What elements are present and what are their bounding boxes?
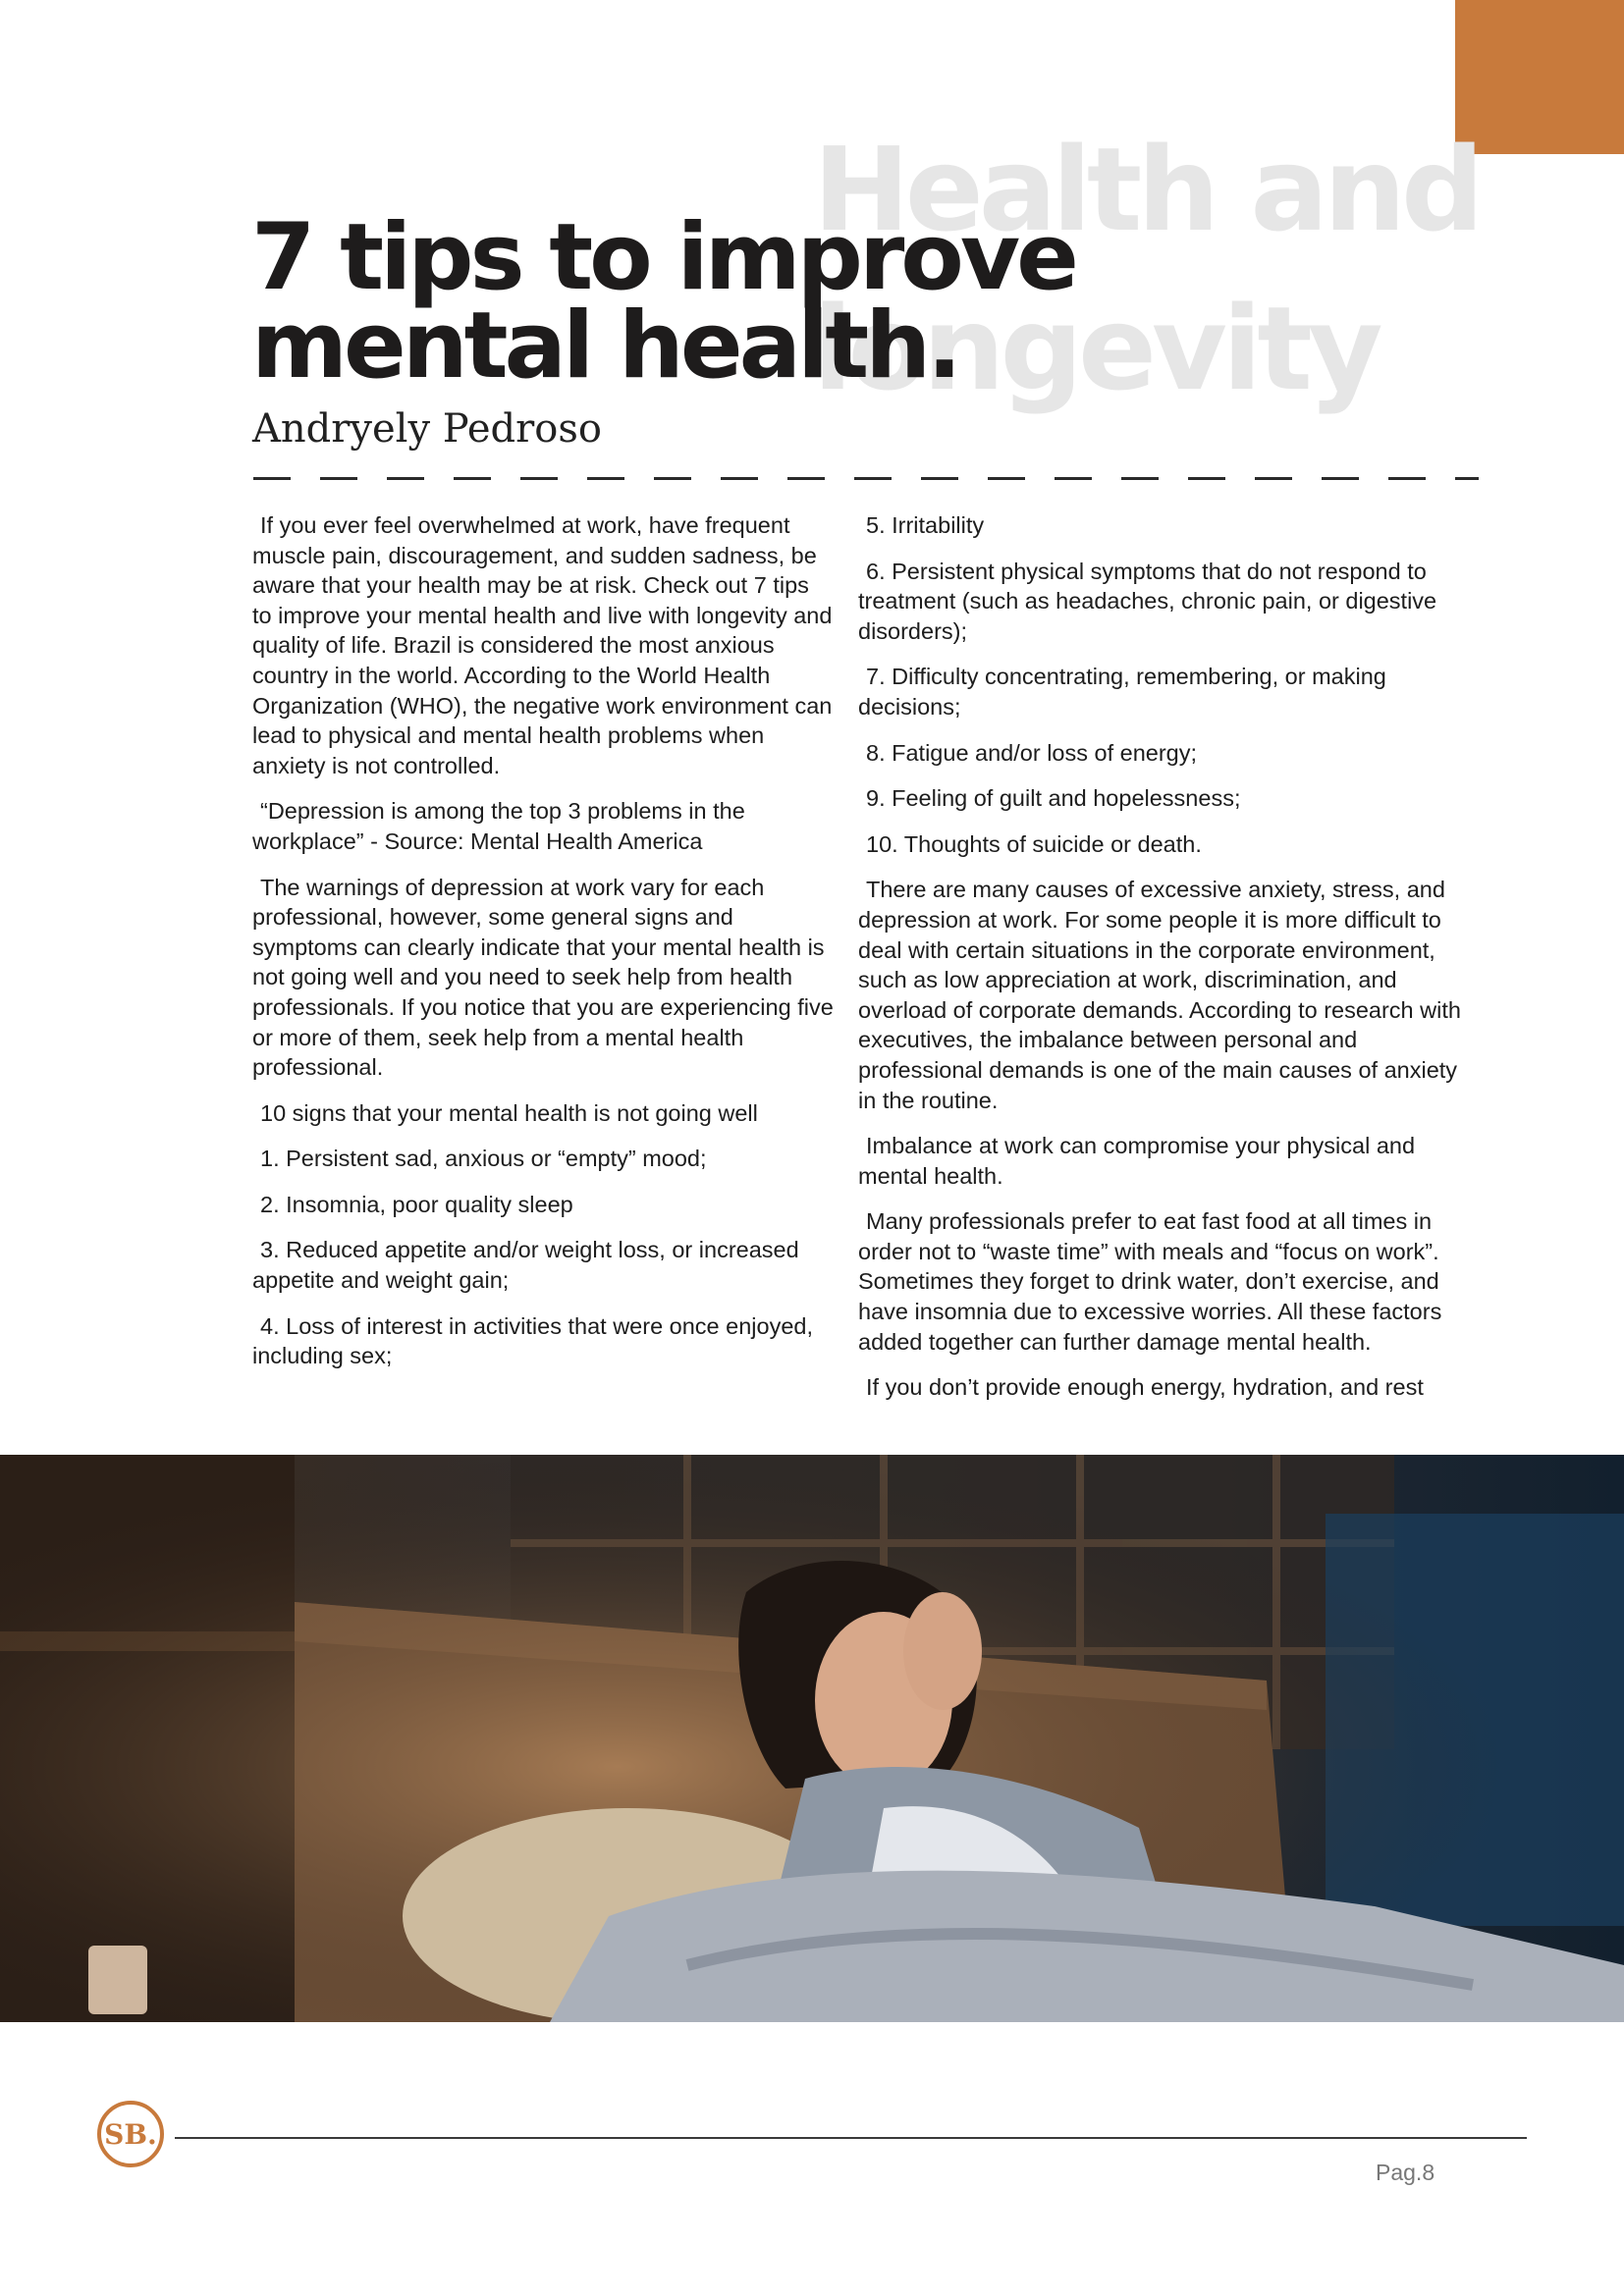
list-item: 4. Loss of interest in activities that were once enjoyed, including sex; (252, 1312, 814, 1369)
right-text-column (858, 510, 1479, 1418)
article-title-line-2: mental health. (251, 293, 958, 400)
background-title-line-1: Health and (813, 122, 1480, 257)
list-item: 7. Difficulty concentrating, remembering, or making decisions; (858, 664, 1386, 720)
page-number: Pag.8 (1376, 2160, 1435, 2185)
paragraph: There are many causes of excessive anxiety, stress, and depression at work. For some people it is more difficult to deal with certain situations in the corporate environment, such as low appreciation at work, discrimination, and overload of corporate demands. According to research with executives, the imbalance between personal and professional demands is one of the main causes of anxiety in the routine. (858, 877, 1461, 1113)
woman-in-bed-photo (0, 1455, 1624, 2022)
paragraph: The warnings of depression at work vary for each professional, however, some general signs and symptoms can clearly indicate that your mental health is not going well and you need to seek help from health professionals. If you notice that you are experiencing five or more of them, seek help from a mental health professional. (252, 874, 834, 1081)
paragraph: “Depression is among the top 3 problems in the workplace” - Source: Mental Health America (252, 798, 745, 854)
dashed-divider (253, 477, 1479, 480)
list-heading: 10 signs that your mental health is not going well (260, 1099, 758, 1126)
paragraph: Imbalance at work can compromise your physical and mental health. (858, 1133, 1416, 1189)
logo-text: SB. (104, 2118, 157, 2151)
list-item: 8. Fatigue and/or loss of energy; (866, 739, 1198, 766)
sb-logo (96, 2100, 165, 2168)
list-item: 6. Persistent physical symptoms that do not respond to treatment (such as headaches, chronic pain, or digestive disorders); (858, 558, 1437, 644)
list-item: 3. Reduced appetite and/or weight loss, or increased appetite and weight gain; (252, 1237, 799, 1294)
background-title-line-2: longevity (813, 281, 1379, 416)
list-item: 2. Insomnia, poor quality sleep (260, 1191, 573, 1217)
left-text-column (252, 510, 834, 1387)
paragraph: If you ever feel overwhelmed at work, have frequent muscle pain, discouragement, and sudden sadness, be aware that your health may be at risk. Check out 7 tips to improve your mental health and live with longevity and quality of life. Brazil is considered the most anxious country in the world. According to the World Health Organization (WHO), the negative work environment can lead to physical and mental health problems when anxiety is not controlled. (252, 512, 833, 778)
list-item: 10. Thoughts of suicide or death. (866, 830, 1202, 857)
list-item: 9. Feeling of guilt and hopelessness; (866, 785, 1241, 812)
article-title-line-1: 7 tips to improve (251, 204, 1075, 311)
article-author: Andryely Pedroso (252, 406, 602, 452)
list-item: 5. Irritability (866, 512, 985, 538)
footer-divider (175, 2137, 1527, 2139)
paragraph: If you don’t provide enough energy, hydration, and rest (866, 1374, 1424, 1401)
photo-illustration (0, 1455, 1624, 2022)
list-item: 1. Persistent sad, anxious or “empty” mood; (260, 1146, 707, 1172)
paragraph: Many professionals prefer to eat fast food at all times in order not to “waste time” with meals and “focus on work”. Sometimes they forget to drink water, don’t exercise, and have insomnia due to excessive worries. All these factors added together can further damage mental health. (858, 1208, 1442, 1355)
